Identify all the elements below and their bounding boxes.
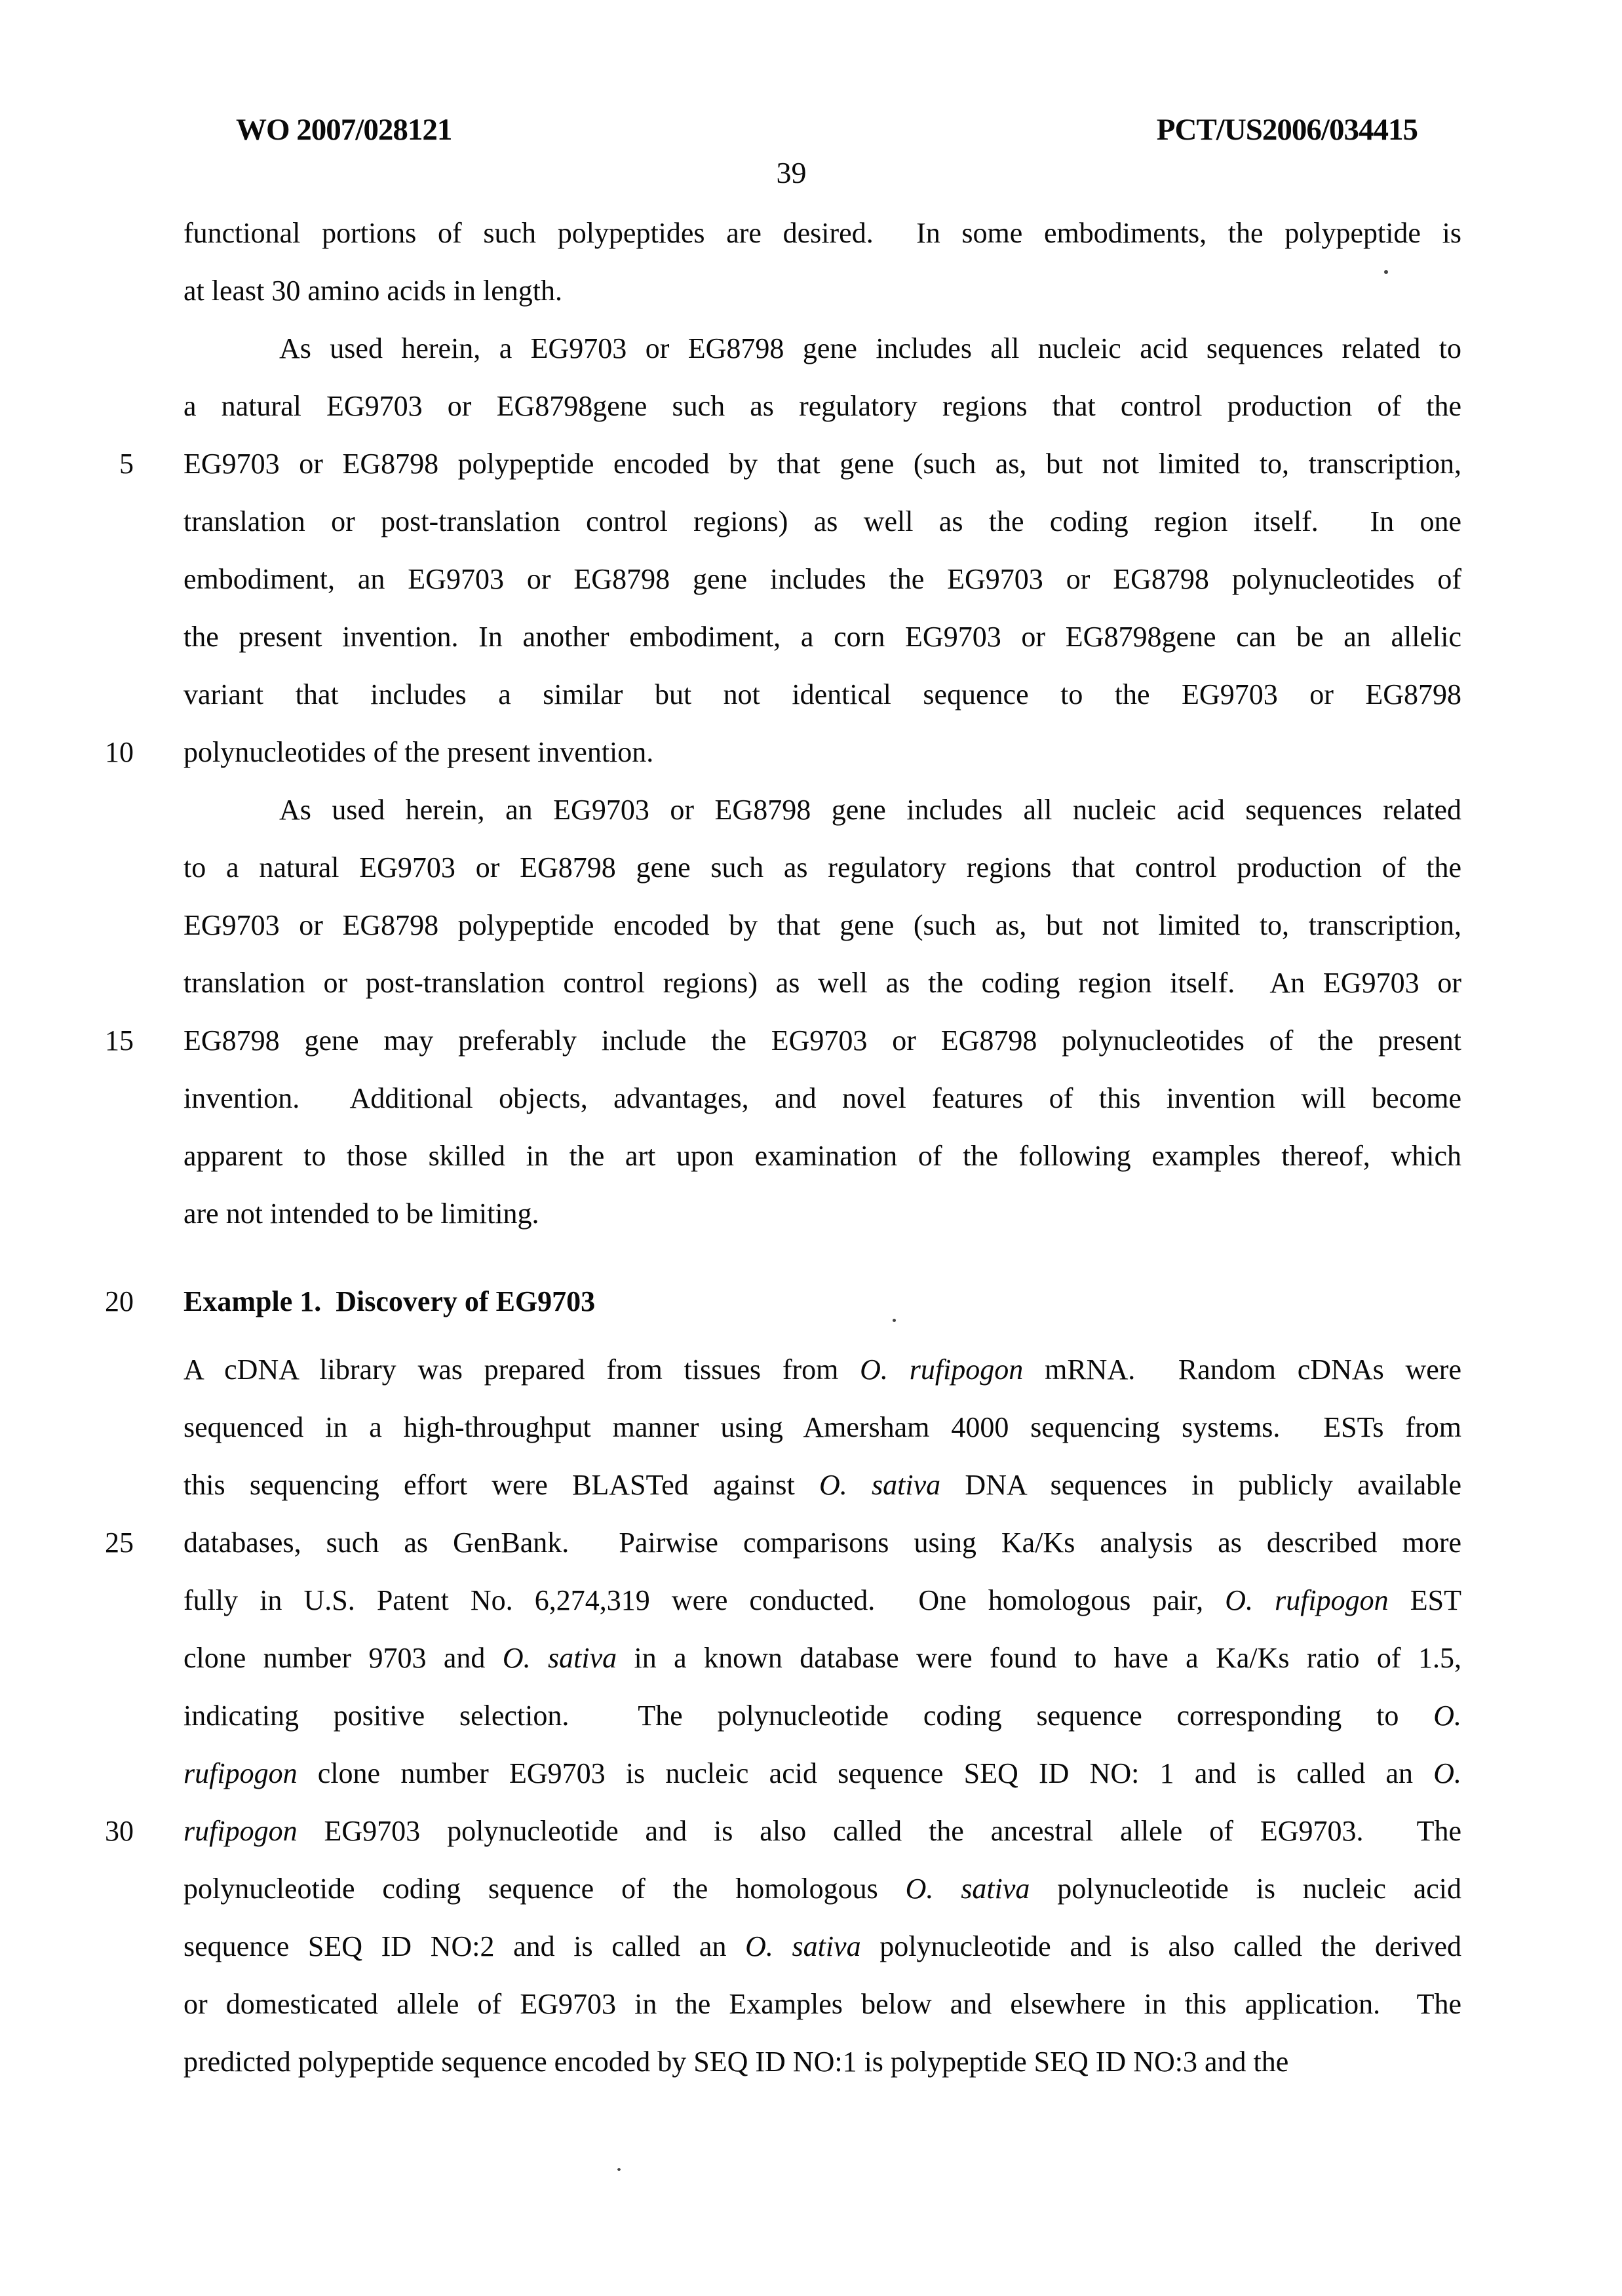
text-line — [183, 1070, 1461, 1127]
text-line — [183, 378, 1461, 435]
scan-speck — [617, 2168, 621, 2171]
text-line — [183, 1456, 1461, 1514]
italic-text-segment: rufipogon — [183, 1815, 298, 1847]
text-segment: or domesticated allele of EG9703 in the Examples below and elsewhere in this application. The — [183, 1988, 1461, 2020]
text-line — [105, 1802, 1461, 1860]
text-line — [183, 1918, 1461, 1975]
text-line — [105, 724, 1461, 781]
line-text — [183, 839, 1461, 897]
text-line — [183, 1399, 1461, 1456]
line-text — [183, 724, 1461, 781]
line-text — [183, 1745, 1461, 1802]
text-line — [183, 320, 1461, 378]
text-line — [183, 839, 1461, 897]
text-line — [105, 1012, 1461, 1070]
text-segment: Example 1. Discovery of EG9703 — [183, 1285, 596, 1317]
line-text — [183, 1456, 1461, 1514]
text-segment: DNA sequences in publicly available — [940, 1469, 1461, 1501]
text-segment: polynucleotides of the present invention. — [183, 736, 654, 768]
text-line — [183, 204, 1461, 262]
line-text — [183, 2033, 1461, 2091]
line-text — [183, 1918, 1461, 1975]
text-line — [183, 608, 1461, 666]
text-line — [183, 1341, 1461, 1399]
line-text — [183, 608, 1461, 666]
line-text — [183, 1687, 1461, 1745]
line-text — [183, 1802, 1461, 1860]
text-segment: translation or post-translation control regions) as well as the coding region itself. An EG9703 or — [183, 967, 1461, 999]
line-text — [183, 1127, 1461, 1185]
text-line — [183, 1745, 1461, 1802]
line-text — [183, 1860, 1461, 1918]
text-line — [183, 1127, 1461, 1185]
text-segment: the present invention. In another embodiment, a corn EG9703 or EG8798gene can be an allelic — [183, 621, 1461, 653]
text-line — [183, 1860, 1461, 1918]
text-line — [183, 1185, 1461, 1243]
header-pct-number: PCT/US2006/034415 — [1156, 113, 1418, 147]
text-line — [183, 897, 1461, 954]
text-line — [183, 1687, 1461, 1745]
line-text — [183, 1341, 1461, 1399]
text-segment: variant that includes a similar but not identical sequence to the EG9703 or EG8798 — [183, 678, 1461, 710]
line-text — [183, 435, 1461, 493]
text-segment: a natural EG9703 or EG8798gene such as regulatory regions that control production of the — [183, 390, 1461, 422]
text-segment: at least 30 amino acids in length. — [183, 275, 562, 307]
text-segment: EG8798 gene may preferably include the EG9703 or EG8798 polynucleotides of the present — [183, 1024, 1461, 1057]
text-segment: predicted polypeptide sequence encoded by SEQ ID NO:1 is polypeptide SEQ ID NO:3 and the — [183, 2046, 1289, 2078]
text-line — [183, 1975, 1461, 2033]
text-line — [183, 666, 1461, 724]
line-text — [183, 954, 1461, 1012]
text-segment: in a known database were found to have a Ka/Ks ratio of 1.5, — [617, 1642, 1461, 1674]
text-line — [183, 2033, 1461, 2091]
line-number: 25 — [105, 1527, 134, 1559]
header-doc-number: WO 2007/028121 — [236, 113, 452, 147]
text-line — [105, 1514, 1461, 1572]
italic-text-segment: O. sativa — [745, 1930, 861, 1962]
line-number: 30 — [105, 1815, 134, 1847]
line-text — [183, 781, 1461, 839]
text-segment: sequence SEQ ID NO:2 and is called an — [183, 1930, 746, 1962]
italic-text-segment: O. sativa — [905, 1873, 1030, 1905]
text-segment: EST — [1388, 1584, 1461, 1616]
page-number: 39 — [776, 156, 807, 189]
text-segment: mRNA. Random cDNAs were — [1023, 1353, 1461, 1386]
text-segment: invention. Additional objects, advantages, and novel features of this invention will become — [183, 1082, 1461, 1114]
line-number: 5 — [119, 448, 134, 480]
text-line — [183, 493, 1461, 551]
text-segment: polynucleotide coding sequence of the homologous — [183, 1873, 906, 1905]
text-segment: polynucleotide is nucleic acid — [1030, 1873, 1461, 1905]
italic-text-segment: O. rufipogon — [1225, 1584, 1389, 1616]
text-segment: indicating positive selection. The polynucleotide coding sequence corresponding to — [183, 1700, 1434, 1732]
line-text — [183, 320, 1461, 378]
line-number: 10 — [105, 736, 134, 768]
scan-speck — [893, 1319, 896, 1322]
text-segment: apparent to those skilled in the art upon examination of the following examples thereof, which — [183, 1140, 1461, 1172]
text-segment: EG9703 polynucleotide and is also called the ancestral allele of EG9703. The — [297, 1815, 1461, 1847]
text-segment: functional portions of such polypeptides are desired. In some embodiments, the polypeptide is — [183, 217, 1461, 249]
line-number: 15 — [105, 1024, 134, 1057]
text-segment: clone number EG9703 is nucleic acid sequence SEQ ID NO: 1 and is called an — [297, 1757, 1434, 1789]
text-segment: translation or post-translation control regions) as well as the coding region itself. In one — [183, 505, 1461, 537]
text-line — [183, 781, 1461, 839]
text-segment: embodiment, an EG9703 or EG8798 gene includes the EG9703 or EG8798 polynucleotides of — [183, 563, 1461, 595]
text-line — [183, 551, 1461, 608]
text-line — [183, 262, 1461, 320]
text-segment: fully in U.S. Patent No. 6,274,319 were conducted. One homologous pair, — [183, 1584, 1226, 1616]
text-segment: EG9703 or EG8798 polypeptide encoded by that gene (such as, but not limited to, transcription, — [183, 448, 1461, 480]
text-line — [119, 435, 1461, 493]
text-line — [183, 1572, 1461, 1629]
text-segment: clone number 9703 and — [183, 1642, 503, 1674]
italic-text-segment: O. sativa — [819, 1469, 941, 1501]
line-text — [183, 378, 1461, 435]
text-segment: are not intended to be limiting. — [183, 1197, 539, 1230]
line-text — [183, 493, 1461, 551]
line-text — [183, 666, 1461, 724]
line-text — [183, 1629, 1461, 1687]
line-text — [183, 551, 1461, 608]
line-text — [183, 1514, 1461, 1572]
line-text — [183, 1185, 1461, 1243]
italic-text-segment: O. rufipogon — [860, 1353, 1024, 1386]
italic-text-segment: O. sativa — [502, 1642, 617, 1674]
italic-text-segment: O. — [1433, 1700, 1461, 1732]
line-text — [183, 1070, 1461, 1127]
section-heading — [105, 1273, 1461, 1331]
line-text — [183, 204, 1461, 262]
line-text — [183, 897, 1461, 954]
text-line — [183, 1629, 1461, 1687]
text-segment: As used herein, a EG9703 or EG8798 gene includes all nucleic acid sequences related to — [279, 332, 1461, 364]
italic-text-segment: O. — [1433, 1757, 1461, 1789]
line-number: 20 — [105, 1285, 134, 1317]
text-segment: As used herein, an EG9703 or EG8798 gene includes all nucleic acid sequences related — [279, 794, 1461, 826]
text-segment: sequenced in a high-throughput manner using Amersham 4000 sequencing systems. ESTs from — [183, 1411, 1461, 1443]
body-lines — [105, 204, 1461, 2091]
scan-speck — [1384, 270, 1388, 274]
line-text — [183, 262, 1461, 320]
text-segment: databases, such as GenBank. Pairwise comparisons using Ka/Ks analysis as described more — [183, 1527, 1461, 1559]
line-text — [183, 1273, 1461, 1331]
italic-text-segment: rufipogon — [183, 1757, 298, 1789]
text-segment: polynucleotide and is also called the derived — [860, 1930, 1461, 1962]
text-segment: this sequencing effort were BLASTed against — [183, 1469, 819, 1501]
text-line — [183, 954, 1461, 1012]
text-segment: A cDNA library was prepared from tissues from — [183, 1353, 860, 1386]
line-text — [183, 1012, 1461, 1070]
text-segment: to a natural EG9703 or EG8798 gene such as regulatory regions that control production of the — [183, 851, 1461, 884]
line-text — [183, 1399, 1461, 1456]
line-text — [183, 1572, 1461, 1629]
text-segment: EG9703 or EG8798 polypeptide encoded by that gene (such as, but not limited to, transcription, — [183, 909, 1461, 941]
line-text — [183, 1975, 1461, 2033]
